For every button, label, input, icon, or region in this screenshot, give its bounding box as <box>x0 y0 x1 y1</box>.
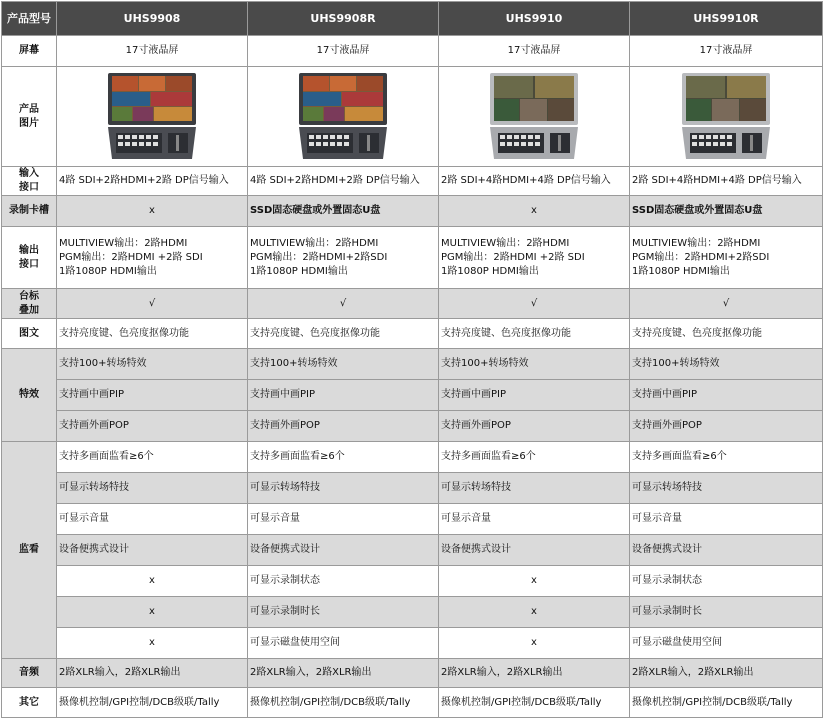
effects-value: 支持100+转场特效 <box>57 349 248 380</box>
monitor-value: 可显示转场特技 <box>248 473 439 504</box>
monitor-value: x <box>57 597 248 628</box>
effects-row <box>2 411 823 442</box>
monitor-row <box>2 504 823 535</box>
product-image <box>57 67 248 167</box>
screen-value: 17寸液晶屏 <box>630 36 823 67</box>
other-value: 摄像机控制/GPI控制/DCB级联/Tally <box>248 688 439 718</box>
effects-value: 支持画中画PIP <box>57 380 248 411</box>
product-image <box>630 67 823 167</box>
spec-table <box>1 1 823 718</box>
output-line: PGM输出：2路HDMI +2路 SDI <box>59 251 203 263</box>
effects-value: 支持画外画POP <box>439 411 630 442</box>
row-label: 音频 <box>2 659 57 688</box>
output-line: PGM输出：2路HDMI+2路SDI <box>632 251 770 263</box>
input-value: 4路 SDI+2路HDMI+2路 DP信号输入 <box>57 167 248 196</box>
graphics-value: 支持亮度键、色亮度抠像功能 <box>630 319 823 349</box>
monitor-value: x <box>439 628 630 659</box>
monitor-value: 支持多画面监看≥6个 <box>248 442 439 473</box>
effects-row <box>2 349 823 380</box>
monitor-value: x <box>57 628 248 659</box>
overlay-row <box>2 289 823 319</box>
monitor-value: 可显示录制时长 <box>630 597 823 628</box>
monitor-row <box>2 628 823 659</box>
row-label: 输出接口 <box>2 227 57 289</box>
monitor-value: 设备便携式设计 <box>630 535 823 566</box>
monitor-value: 可显示磁盘使用空间 <box>248 628 439 659</box>
overlay-value: √ <box>57 289 248 319</box>
switcher-device-icon <box>295 71 391 163</box>
overlay-value: √ <box>630 289 823 319</box>
monitor-value: 可显示音量 <box>439 504 630 535</box>
overlay-value: √ <box>439 289 630 319</box>
other-value: 摄像机控制/GPI控制/DCB级联/Tally <box>439 688 630 718</box>
output-line: 1路1080P HDMI输出 <box>250 265 348 277</box>
model-name: UHS9910 <box>439 2 630 36</box>
output-value <box>57 227 248 289</box>
monitor-row <box>2 566 823 597</box>
effects-value: 支持画外画POP <box>248 411 439 442</box>
screen-value: 17寸液晶屏 <box>439 36 630 67</box>
monitor-value: 可显示转场特技 <box>630 473 823 504</box>
monitor-value: 可显示音量 <box>248 504 439 535</box>
output-line: MULTIVIEW输出：2路HDMI <box>250 237 379 249</box>
output-line: MULTIVIEW输出：2路HDMI <box>441 237 570 249</box>
audio-row <box>2 659 823 688</box>
record-value: x <box>57 196 248 227</box>
effects-value: 支持100+转场特效 <box>248 349 439 380</box>
other-value: 摄像机控制/GPI控制/DCB级联/Tally <box>57 688 248 718</box>
overlay-value: √ <box>248 289 439 319</box>
output-line: PGM输出：2路HDMI+2路SDI <box>250 251 388 263</box>
audio-value: 2路XLR输入，2路XLR输出 <box>439 659 630 688</box>
output-line: MULTIVIEW输出：2路HDMI <box>59 237 188 249</box>
monitor-row <box>2 535 823 566</box>
row-label: 台标叠加 <box>2 289 57 319</box>
record-value: x <box>439 196 630 227</box>
record-value: SSD固态硬盘或外置固态U盘 <box>630 196 823 227</box>
product-image <box>248 67 439 167</box>
row-label: 产品图片 <box>2 67 57 167</box>
audio-value: 2路XLR输入，2路XLR输出 <box>630 659 823 688</box>
screen-row <box>2 36 823 67</box>
switcher-device-icon <box>486 71 582 163</box>
output-row <box>2 227 823 289</box>
monitor-value: 支持多画面监看≥6个 <box>439 442 630 473</box>
monitor-value: x <box>57 566 248 597</box>
row-label: 其它 <box>2 688 57 718</box>
row-label: 图文 <box>2 319 57 349</box>
input-value: 2路 SDI+4路HDMI+4路 DP信号输入 <box>630 167 823 196</box>
monitor-value: 可显示磁盘使用空间 <box>630 628 823 659</box>
output-value <box>248 227 439 289</box>
monitor-value: 设备便携式设计 <box>439 535 630 566</box>
output-line: 1路1080P HDMI输出 <box>59 265 157 277</box>
graphics-row <box>2 319 823 349</box>
header-row <box>2 2 823 36</box>
row-label: 监看 <box>2 442 57 659</box>
effects-value: 支持画中画PIP <box>439 380 630 411</box>
image-row <box>2 67 823 167</box>
record-row <box>2 196 823 227</box>
effects-value: 支持画中画PIP <box>630 380 823 411</box>
screen-value: 17寸液晶屏 <box>248 36 439 67</box>
effects-value: 支持100+转场特效 <box>439 349 630 380</box>
effects-value: 支持画外画POP <box>630 411 823 442</box>
other-value: 摄像机控制/GPI控制/DCB级联/Tally <box>630 688 823 718</box>
switcher-device-icon <box>104 71 200 163</box>
graphics-value: 支持亮度键、色亮度抠像功能 <box>57 319 248 349</box>
monitor-value: x <box>439 597 630 628</box>
output-value <box>439 227 630 289</box>
switcher-device-icon <box>678 71 774 163</box>
output-line: 1路1080P HDMI输出 <box>632 265 730 277</box>
row-label: 屏幕 <box>2 36 57 67</box>
monitor-value: 可显示转场特技 <box>57 473 248 504</box>
audio-value: 2路XLR输入，2路XLR输出 <box>57 659 248 688</box>
input-value: 4路 SDI+2路HDMI+2路 DP信号输入 <box>248 167 439 196</box>
row-label: 录制卡槽 <box>2 196 57 227</box>
monitor-value: 支持多画面监看≥6个 <box>630 442 823 473</box>
graphics-value: 支持亮度键、色亮度抠像功能 <box>248 319 439 349</box>
monitor-value: 可显示录制时长 <box>248 597 439 628</box>
output-line: PGM输出：2路HDMI +2路 SDI <box>441 251 585 263</box>
monitor-value: 可显示录制状态 <box>248 566 439 597</box>
input-value: 2路 SDI+4路HDMI+4路 DP信号输入 <box>439 167 630 196</box>
monitor-value: x <box>439 566 630 597</box>
model-name: UHS9910R <box>630 2 823 36</box>
graphics-value: 支持亮度键、色亮度抠像功能 <box>439 319 630 349</box>
screen-value: 17寸液晶屏 <box>57 36 248 67</box>
row-label: 输入接口 <box>2 167 57 196</box>
effects-row <box>2 380 823 411</box>
product-image <box>439 67 630 167</box>
model-name: UHS9908R <box>248 2 439 36</box>
monitor-value: 支持多画面监看≥6个 <box>57 442 248 473</box>
effects-value: 支持画外画POP <box>57 411 248 442</box>
output-line: 1路1080P HDMI输出 <box>441 265 539 277</box>
output-line: MULTIVIEW输出：2路HDMI <box>632 237 761 249</box>
monitor-value: 可显示录制状态 <box>630 566 823 597</box>
effects-value: 支持画中画PIP <box>248 380 439 411</box>
monitor-value: 设备便携式设计 <box>248 535 439 566</box>
output-value <box>630 227 823 289</box>
header-label: 产品型号 <box>2 2 57 36</box>
audio-value: 2路XLR输入，2路XLR输出 <box>248 659 439 688</box>
monitor-row <box>2 473 823 504</box>
other-row <box>2 688 823 718</box>
monitor-value: 设备便携式设计 <box>57 535 248 566</box>
row-label: 特效 <box>2 349 57 442</box>
record-value: SSD固态硬盘或外置固态U盘 <box>248 196 439 227</box>
monitor-value: 可显示转场特技 <box>439 473 630 504</box>
monitor-row <box>2 597 823 628</box>
input-row <box>2 167 823 196</box>
monitor-value: 可显示音量 <box>57 504 248 535</box>
model-name: UHS9908 <box>57 2 248 36</box>
monitor-row <box>2 442 823 473</box>
monitor-value: 可显示音量 <box>630 504 823 535</box>
effects-value: 支持100+转场特效 <box>630 349 823 380</box>
